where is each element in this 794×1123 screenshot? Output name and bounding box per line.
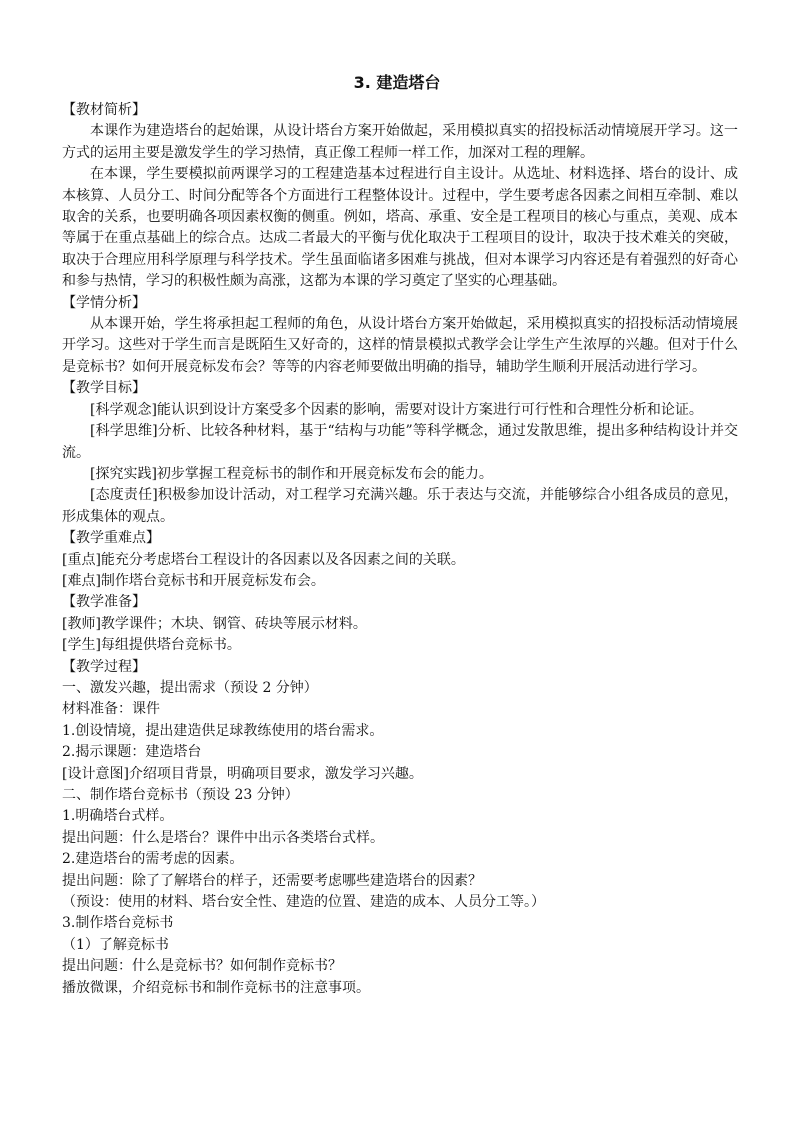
process-line: 二、制作塔台竞标书（预设 23 分钟） (62, 787, 299, 803)
section-heading-goals: 【教学目标】 (62, 380, 146, 397)
page-title: 3. 建造塔台 (353, 73, 441, 92)
section-heading-process: 【教学过程】 (62, 658, 146, 675)
process-line: 1.明确塔台式样。 (62, 808, 174, 825)
process-line: （1）了解竞标书 (62, 936, 169, 953)
section-heading-learner: 【学情分析】 (62, 294, 146, 311)
prep-item: [学生]每组提供塔台竞标书。 (62, 637, 241, 654)
process-line: 提出问题：什么是竞标书？如何制作竞标书？ (62, 958, 342, 975)
goal-item: [科学思维]分析、比较各种材料，基于“结构与功能”等科学概念，通过发散思维，提出多种结构设计并交流。 (62, 423, 738, 461)
key-point-item: [重点]能充分考虑塔台工程设计的各因素以及各因素之间的关联。 (62, 551, 465, 568)
process-line: 2.建造塔台的需考虑的因素。 (62, 851, 244, 868)
process-line: 1.创设情境，提出建造供足球教练使用的塔台需求。 (62, 722, 384, 739)
section-heading-preparation: 【教学准备】 (62, 594, 146, 611)
process-line: [设计意图]介绍项目背景，明确项目要求，激发学习兴趣。 (62, 765, 423, 782)
paragraph: 在本课，学生要模拟前两课学习的工程建造基本过程进行自主设计。从选址、材料选择、塔台的设计、成本核算、人员分工、时间分配等各个方面进行工程整体设计。过程中，学生要考虑各因素之间相互牵制、难以取舍的关系，也要明确各项因素权衡的侧重。例如，塔高、承重、安全是工程项目的核心与重点，美观、成本等属于在重点基础上的综合点。达成二者最大的平衡与优化取决于工程项目的设计，取决于技术难关的突破，取决于合理应用科学原理与科学技术。学生虽面临诸多困难与挑战，但对本课学习内容还是有着强烈的好奇心和参与热情，学习的积极性颇为高涨，这都为本课的学习奠定了坚实的心理基础。 (62, 166, 738, 290)
document-body (62, 100, 738, 999)
paragraph: 本课作为建造塔台的起始课，从设计塔台方案开始做起，采用模拟真实的招投标活动情境展开学习。这一方式的运用主要是激发学生的学习热情，真正像工程师一样工作，加深对工程的理解。 (62, 123, 738, 161)
process-line: 播放微课，介绍竞标书和制作竞标书的注意事项。 (62, 979, 370, 996)
goal-item: [探究实践]初步掌握工程竞标书的制作和开展竞标发布会的能力。 (90, 465, 493, 482)
key-point-item: [难点]制作塔台竞标书和开展竞标发布会。 (62, 572, 325, 589)
process-line: 提出问题：什么是塔台？课件中出示各类塔台式样。 (62, 829, 384, 846)
process-line: 3.制作塔台竞标书 (62, 915, 174, 932)
process-line: 2.揭示课题：建造塔台 (62, 744, 202, 761)
process-line: 一、激发兴趣，提出需求（预设 2 分钟） (62, 679, 318, 696)
goal-item: [科学观念]能认识到设计方案受多个因素的影响，需要对设计方案进行可行性和合理性分析和论证。 (90, 401, 703, 418)
section-heading-key-points: 【教学重难点】 (62, 530, 160, 547)
section-heading-textbook: 【教材简析】 (62, 102, 146, 118)
goal-item: [态度责任]积极参加设计活动，对工程学习充满兴趣。乐于表达与交流，并能够综合小组各成员的意见，形成集体的观点。 (62, 487, 738, 525)
process-line: 提出问题：除了了解塔台的样子，还需要考虑哪些建造塔台的因素？ (62, 872, 482, 889)
paragraph: 从本课开始，学生将承担起工程师的角色，从设计塔台方案开始做起，采用模拟真实的招投标活动情境展开学习。这些对于学生而言是既陌生又好奇的，这样的情景模拟式教学会让学生产生浓厚的兴趣。但对于什么是竞标书？如何开展竞标发布会？等等的内容老师要做出明确的指导，辅助学生顺利开展活动进行学习。 (62, 316, 738, 375)
prep-item: [教师]教学课件；木块、钢管、砖块等展示材料。 (62, 615, 367, 632)
process-line: （预设：使用的材料、塔台安全性、建造的位置、建造的成本、人员分工等。） (62, 894, 545, 911)
process-line: 材料准备：课件 (62, 701, 160, 718)
